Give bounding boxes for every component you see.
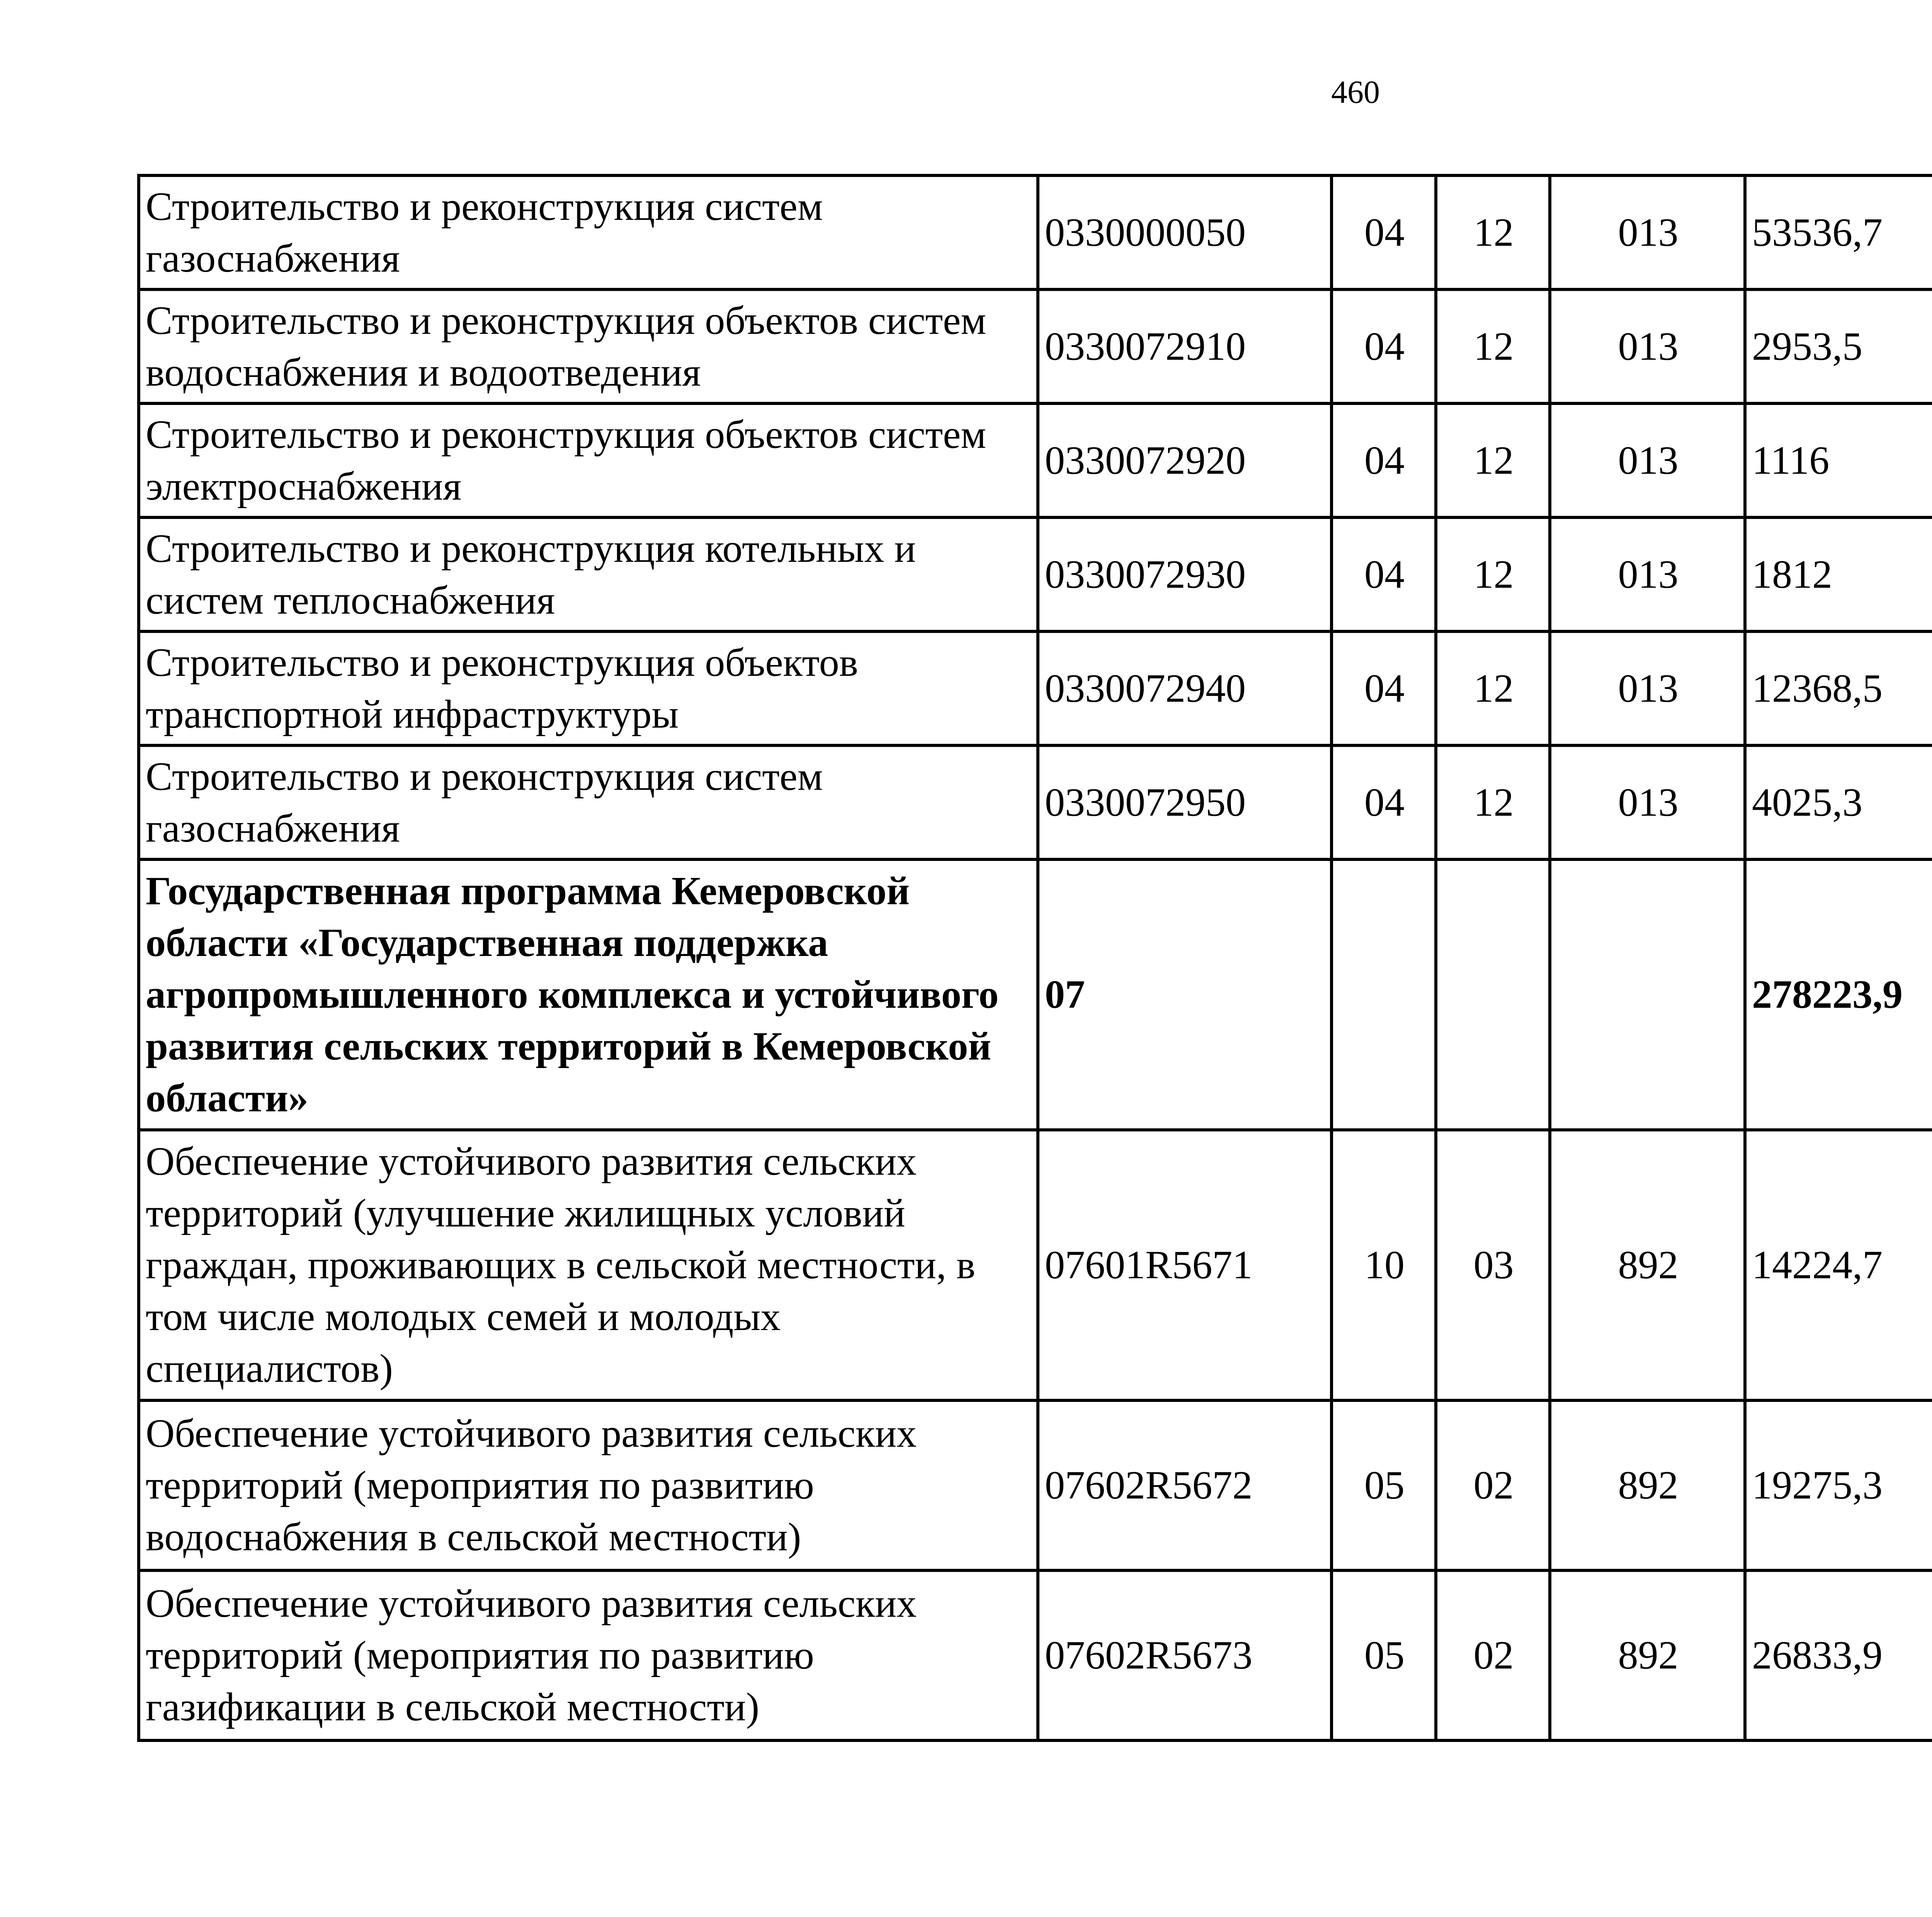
row-value-1: 14224,7: [1745, 1130, 1932, 1400]
row-section: 10: [1332, 1130, 1436, 1400]
table-row: [139, 175, 1932, 289]
row-department: 013: [1550, 745, 1745, 859]
row-department: 013: [1550, 175, 1745, 289]
row-subsection: [1436, 859, 1550, 1130]
row-code: 07602R5672: [1038, 1400, 1332, 1570]
row-code: 0330072940: [1038, 631, 1332, 745]
row-department: [1550, 859, 1745, 1130]
row-value-1: 278223,9: [1745, 859, 1932, 1130]
row-section: 05: [1332, 1570, 1436, 1740]
row-department: 892: [1550, 1570, 1745, 1740]
row-department: 013: [1550, 517, 1745, 631]
table-row: [139, 517, 1932, 631]
row-section: [1332, 859, 1436, 1130]
row-name: Строительство и реконструкция котельных и систем теплоснабжения: [139, 517, 1038, 631]
row-subsection: 12: [1436, 289, 1550, 403]
row-value-1: 26833,9: [1745, 1570, 1932, 1740]
row-code: 07601R5671: [1038, 1130, 1332, 1400]
table-row: [139, 1130, 1932, 1400]
row-code: 07602R5673: [1038, 1570, 1332, 1740]
row-value-1: 1116: [1745, 403, 1932, 517]
table-row: [139, 289, 1932, 403]
row-name: Строительство и реконструкция объектов систем электроснабжения: [139, 403, 1038, 517]
row-code: 0330072930: [1038, 517, 1332, 631]
row-section: 04: [1332, 289, 1436, 403]
row-department: 013: [1550, 289, 1745, 403]
row-code: 07: [1038, 859, 1332, 1130]
row-subsection: 03: [1436, 1130, 1550, 1400]
row-value-1: 2953,5: [1745, 289, 1932, 403]
row-name: Государственная программа Кемеровской области «Государственная поддержка агропромышленного комплекса и устойчивого развития сельских территорий в Кемеровской области»: [139, 859, 1038, 1130]
row-code: 0330000050: [1038, 175, 1332, 289]
row-value-1: 1812: [1745, 517, 1932, 631]
row-value-1: 12368,5: [1745, 631, 1932, 745]
page-number: 460: [1331, 74, 1380, 110]
row-name: Строительство и реконструкция систем газоснабжения: [139, 175, 1038, 289]
row-section: 04: [1332, 175, 1436, 289]
row-subsection: 12: [1436, 403, 1550, 517]
row-name: Обеспечение устойчивого развития сельских территорий (мероприятия по развитию газификации в сельской местности): [139, 1570, 1038, 1740]
row-value-1: 19275,3: [1745, 1400, 1932, 1570]
row-subsection: 12: [1436, 631, 1550, 745]
row-subsection: 02: [1436, 1400, 1550, 1570]
table-row: [139, 1570, 1932, 1740]
row-section: 04: [1332, 517, 1436, 631]
row-value-1: 4025,3: [1745, 745, 1932, 859]
table-row-program: [139, 859, 1932, 1130]
row-value-1: 53536,7: [1745, 175, 1932, 289]
row-department: 892: [1550, 1130, 1745, 1400]
row-section: 05: [1332, 1400, 1436, 1570]
row-code: 0330072910: [1038, 289, 1332, 403]
row-section: 04: [1332, 403, 1436, 517]
row-department: 892: [1550, 1400, 1745, 1570]
row-name: Строительство и реконструкция систем газоснабжения: [139, 745, 1038, 859]
row-section: 04: [1332, 745, 1436, 859]
row-name: Обеспечение устойчивого развития сельских территорий (мероприятия по развитию водоснабжения в сельской местности): [139, 1400, 1038, 1570]
row-name: Обеспечение устойчивого развития сельских территорий (улучшение жилищных условий граждан, проживающих в сельской местности, в том числе молодых семей и молодых специалистов): [139, 1130, 1038, 1400]
row-subsection: 12: [1436, 745, 1550, 859]
budget-table: [137, 174, 1932, 1742]
row-code: 0330072950: [1038, 745, 1332, 859]
table-row: [139, 1400, 1932, 1570]
row-department: 013: [1550, 631, 1745, 745]
table-row: [139, 631, 1932, 745]
row-section: 04: [1332, 631, 1436, 745]
row-code: 0330072920: [1038, 403, 1332, 517]
table-row: [139, 745, 1932, 859]
row-subsection: 12: [1436, 175, 1550, 289]
row-subsection: 02: [1436, 1570, 1550, 1740]
row-subsection: 12: [1436, 517, 1550, 631]
row-department: 013: [1550, 403, 1745, 517]
table-row: [139, 403, 1932, 517]
row-name: Строительство и реконструкция объектов систем водоснабжения и водоотведения: [139, 289, 1038, 403]
row-name: Строительство и реконструкция объектов транспортной инфраструктуры: [139, 631, 1038, 745]
